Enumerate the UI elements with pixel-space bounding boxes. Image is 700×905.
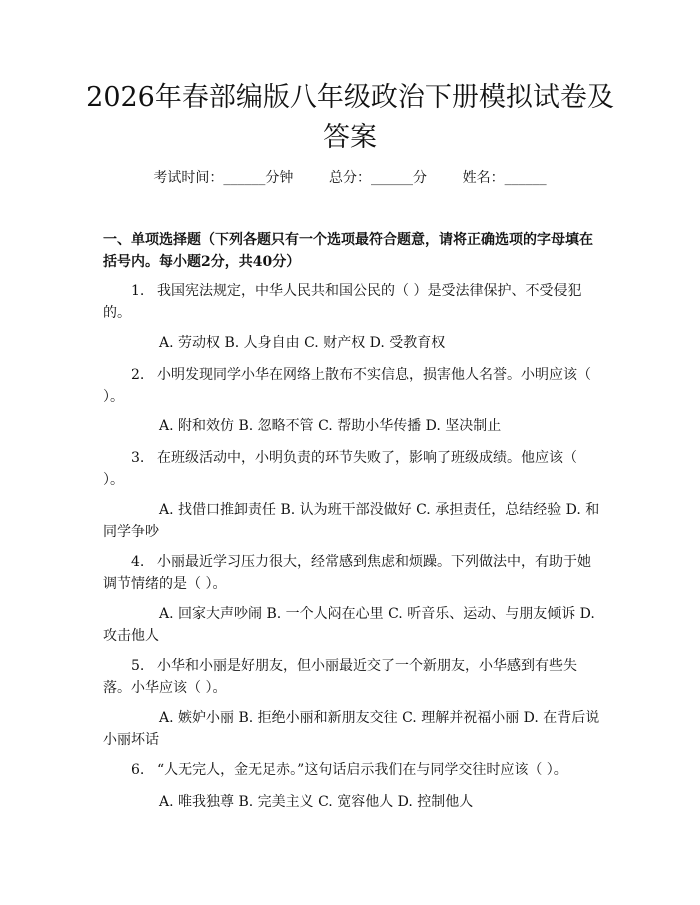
question-number: 5. bbox=[131, 658, 145, 674]
exam-info-line bbox=[0, 168, 700, 188]
name-blank: ______ bbox=[504, 170, 547, 186]
section-heading: 一、单项选择题（下列各题只有一个选项最符合题意，请将正确选项的字母填在括号内。每小题2分，共40分） bbox=[103, 232, 593, 270]
time-blank: ______ bbox=[223, 170, 266, 186]
question-number: 1. bbox=[131, 283, 145, 299]
score-blank: ______ bbox=[371, 170, 413, 186]
question-number: 6. bbox=[131, 762, 145, 778]
question-stem: 我国宪法规定，中华人民共和国公民的（ ）是受法律保护、不受侵犯的。 bbox=[103, 283, 582, 321]
question-number: 4. bbox=[131, 554, 145, 570]
question-6-options: A. 唯我独尊 B. 完美主义 C. 宽容他人 D. 控制他人 bbox=[159, 794, 474, 810]
question-stem: 小丽最近学习压力很大，经常感到焦虑和烦躁。下列做法中，有助于她调节情绪的是（ ）。 bbox=[103, 554, 591, 592]
question-stem: 小华和小丽是好朋友，但小丽最近交了一个新朋友，小华感到有些失落。小华应该（ ）。 bbox=[103, 658, 577, 696]
question-3-options: A. 找借口推卸责任 B. 认为班干部没做好 C. 承担责任，总结经验 D. 和同学争吵 bbox=[103, 502, 600, 540]
question-4-options: A. 回家大声吵闹 B. 一个人闷在心里 C. 听音乐、运动、与朋友倾诉 D. 攻击他人 bbox=[103, 606, 595, 644]
question-6 bbox=[103, 759, 600, 781]
page-title: 2026年春部编版八年级政治下册模拟试卷及答案 bbox=[86, 82, 614, 153]
time-label: 考试时间： bbox=[153, 170, 224, 186]
score-unit: 分 bbox=[413, 170, 427, 186]
question-stem: “人无完人，金无足赤。”这句话启示我们在与同学交往时应该（ ）。 bbox=[157, 762, 568, 778]
question-5 bbox=[103, 655, 600, 699]
time-unit: 分钟 bbox=[265, 170, 294, 186]
question-stem: 在班级活动中，小明负责的环节失败了，影响了班级成绩。他应该（ ）。 bbox=[103, 450, 577, 488]
question-stem: 小明发现同学小华在网络上散布不实信息，损害他人名誉。小明应该（ ）。 bbox=[103, 367, 591, 405]
question-2 bbox=[103, 364, 600, 408]
question-1-options: A. 劳动权 B. 人身自由 C. 财产权 D. 受教育权 bbox=[159, 335, 446, 351]
question-4 bbox=[103, 551, 600, 595]
question-5-options: A. 嫉妒小丽 B. 拒绝小丽和新朋友交往 C. 理解并祝福小丽 D. 在背后说小丽坏话 bbox=[103, 710, 600, 748]
question-number: 2. bbox=[131, 367, 145, 383]
name-label: 姓名： bbox=[462, 170, 505, 186]
question-3 bbox=[103, 447, 600, 491]
question-2-options: A. 附和效仿 B. 忽略不管 C. 帮助小华传播 D. 坚决制止 bbox=[159, 418, 502, 434]
question-number: 3. bbox=[131, 450, 145, 466]
question-1 bbox=[103, 280, 600, 324]
score-label: 总分： bbox=[329, 170, 371, 186]
